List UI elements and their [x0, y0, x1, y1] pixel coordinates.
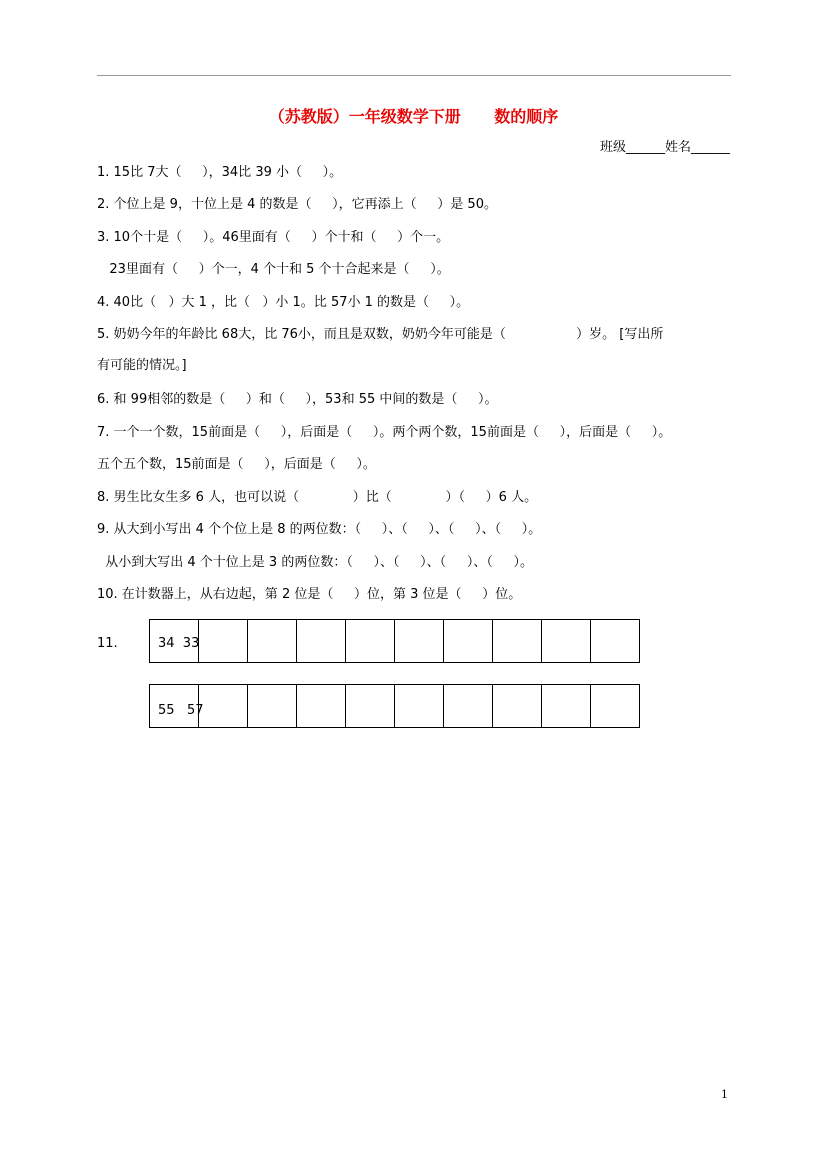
question-2: 2. 个位上是 9，十位上是 4 的数是（ ），它再添上（ ）是 50。: [97, 197, 497, 212]
page-number: 1: [721, 1088, 728, 1101]
grid-cell[interactable]: [542, 620, 591, 663]
question-4: 4. 40比（ ）大 1 ，比（ ）小 1。比 57小 1 的数是（ ）。: [97, 295, 470, 310]
grid-cell[interactable]: [248, 620, 297, 663]
grid-row-1-values: 34 33: [158, 636, 200, 651]
question-9: 9. 从大到小写出 4 个个位上是 8 的两位数：（ ）、（ ）、（ ）、（ ）。: [97, 522, 542, 537]
grid-cell[interactable]: [444, 685, 493, 728]
question-1: 1. 15比 7大（ ），34比 39 小（ ）。: [97, 165, 343, 180]
number-grid-row-2: [149, 684, 640, 728]
grid-cell[interactable]: [297, 620, 346, 663]
grid-cell[interactable]: [493, 620, 542, 663]
header-rule: [97, 75, 731, 76]
grid-cell[interactable]: [346, 620, 395, 663]
question-10: 10. 在计数器上，从右边起，第 2 位是（ ）位，第 3 位是（ ）位。: [97, 587, 522, 602]
grid-cell[interactable]: [493, 685, 542, 728]
grid-row-2-values: 55 57: [158, 703, 204, 718]
question-5: 5. 奶奶今年的年龄比 68大，比 76小，而且是双数，奶奶今年可能是（ ）岁。 [写出所: [97, 327, 664, 342]
class-name-line: 班级______姓名______: [599, 140, 730, 155]
grid-cell[interactable]: [591, 685, 640, 728]
grid-cell[interactable]: [542, 685, 591, 728]
question-9-line2: 从小到大写出 4 个十位上是 3 的两位数：（ ）、（ ）、（ ）、（ ）。: [97, 555, 533, 570]
question-8: 8. 男生比女生多 6 人，也可以说（ ）比（ ）（ ）6 人。: [97, 490, 538, 505]
grid-cell[interactable]: [591, 620, 640, 663]
grid-cell[interactable]: [444, 620, 493, 663]
grid-cell[interactable]: [248, 685, 297, 728]
number-grid-row-1: [149, 619, 640, 663]
grid-cell[interactable]: [346, 685, 395, 728]
question-7-line2: 五个五个数，15前面是（ ），后面是（ ）。: [97, 457, 376, 472]
grid-cell[interactable]: [395, 620, 444, 663]
question-11-label: 11.: [97, 636, 118, 651]
grid-cell[interactable]: [395, 685, 444, 728]
page-title: （苏教版）一年级数学下册 数的顺序: [268, 107, 559, 126]
grid-cell[interactable]: [199, 685, 248, 728]
grid-cell[interactable]: [297, 685, 346, 728]
question-5-line2: 有可能的情况。]: [97, 358, 187, 373]
question-3-line2: 23里面有（ ）个一，4 个十和 5 个十合起来是（ ）。: [97, 262, 450, 277]
question-3: 3. 10个十是（ ）。46里面有（ ）个十和（ ）个一。: [97, 230, 450, 245]
grid-cell[interactable]: [199, 620, 248, 663]
question-7: 7. 一个一个数，15前面是（ ），后面是（ ）。两个两个数，15前面是（ ），后面是（ ）。: [97, 425, 672, 440]
question-6: 6. 和 99相邻的数是（ ）和（ ），53和 55 中间的数是（ ）。: [97, 392, 498, 407]
